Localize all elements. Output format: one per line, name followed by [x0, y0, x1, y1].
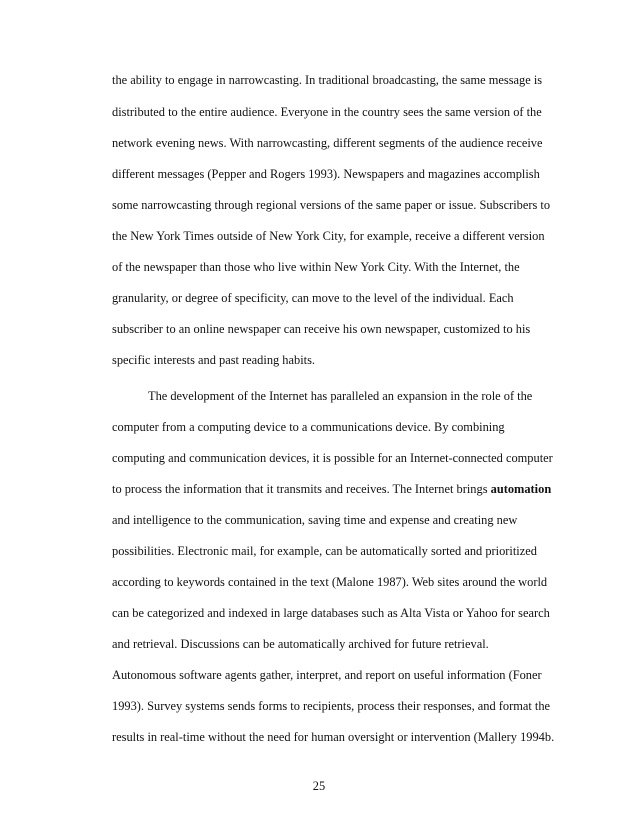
- text-line: [112, 482, 551, 496]
- text-line: distributed to the entire audience. Everyone in the country sees the same version of the: [112, 105, 542, 119]
- text-line: of the newspaper than those who live within New York City. With the Internet, the: [112, 260, 520, 274]
- text-line: the ability to engage in narrowcasting. In traditional broadcasting, the same message is: [112, 73, 543, 87]
- text-run: to process the information that it transmits and receives. The Internet brings: [112, 482, 491, 496]
- text-line: different messages (Pepper and Rogers 1993). Newspapers and magazines accomplish: [112, 167, 540, 181]
- bold-term: automation: [490, 482, 552, 496]
- text-line: and intelligence to the communication, saving time and expense and creating new: [112, 513, 518, 527]
- text-line: network evening news. With narrowcasting, different segments of the audience receive: [112, 136, 543, 150]
- text-line: 1993). Survey systems sends forms to recipients, process their responses, and format the: [112, 699, 551, 713]
- text-line: computing and communication devices, it is possible for an Internet-connected computer: [112, 451, 553, 465]
- text-line: granularity, or degree of specificity, can move to the level of the individual. Each: [112, 291, 514, 305]
- text-line: some narrowcasting through regional versions of the same paper or issue. Subscribers to: [112, 198, 551, 212]
- text-line: Autonomous software agents gather, interpret, and report on useful information (Foner: [112, 668, 542, 682]
- text-line: the New York Times outside of New York City, for example, receive a different version: [112, 229, 545, 243]
- text-line: subscriber to an online newspaper can receive his own newspaper, customized to his: [112, 322, 531, 336]
- text-line: specific interests and past reading habits.: [112, 353, 316, 367]
- text-line: can be categorized and indexed in large databases such as Alta Vista or Yahoo for search: [112, 606, 550, 620]
- text-line: and retrieval. Discussions can be automatically archived for future retrieval.: [112, 637, 489, 651]
- text-line: computer from a computing device to a communications device. By combining: [112, 420, 505, 434]
- text-line: according to keywords contained in the text (Malone 1987). Web sites around the world: [112, 575, 548, 589]
- text-line: The development of the Internet has paralleled an expansion in the role of the: [148, 389, 533, 403]
- text-line: results in real-time without the need for human oversight or intervention (Mallery 1994b.: [112, 730, 555, 744]
- page-number: 25: [312, 779, 326, 793]
- text-line: possibilities. Electronic mail, for example, can be automatically sorted and prioritized: [112, 544, 537, 558]
